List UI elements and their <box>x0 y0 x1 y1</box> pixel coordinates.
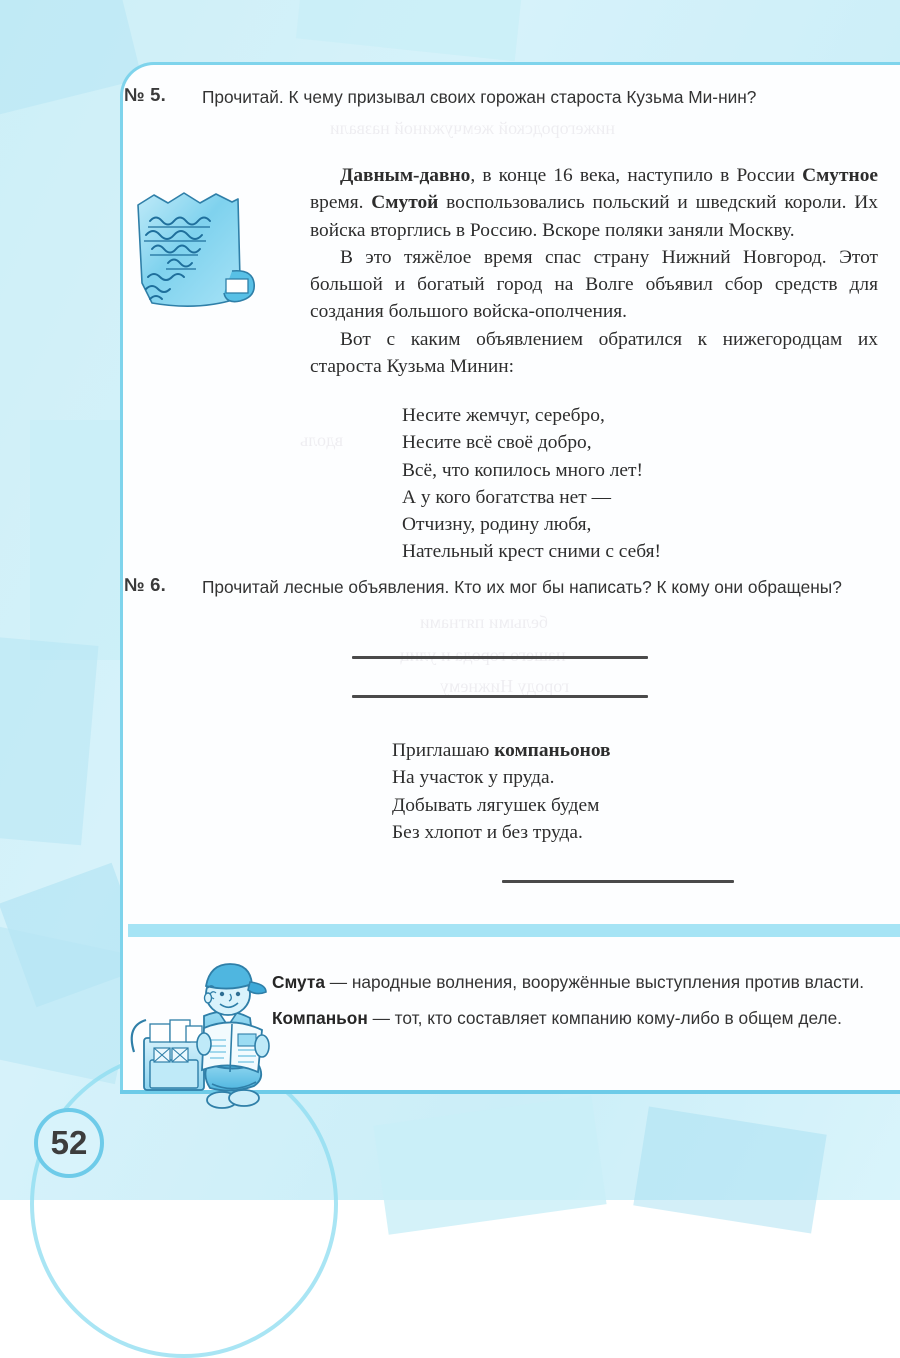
verse-line: Нательный крест сними с себя! <box>402 541 661 563</box>
exercise-5-prompt: Прочитай. К чему призывал своих горожан староста Кузьма Ми-нин? <box>202 87 757 107</box>
page-number: 52 <box>34 1108 104 1178</box>
verse-line: Отчизну, родину любя, <box>402 514 592 536</box>
verse-line: Без хлопот и без труда. <box>392 821 583 843</box>
exercise-6-number: № 6. <box>124 574 166 595</box>
reading-text-2: время. <box>310 192 372 214</box>
glossary <box>272 970 888 1032</box>
exercise-5-header <box>120 84 900 110</box>
exercise-5 <box>120 84 900 110</box>
verse-term-companions: компаньонов <box>494 740 611 761</box>
exercise-5-reading <box>310 162 878 380</box>
glossary-definition: народные волнения, вооружённые выступления против власти. <box>351 972 865 992</box>
exercise-6-prompt: Прочитай лесные объявления. Кто их мог бы написать? К кому они обращены? <box>202 577 842 597</box>
glossary-term: Компаньон <box>272 1007 368 1028</box>
verse-line: Несите жемчуг, серебро, <box>402 405 605 426</box>
verse-line <box>392 737 611 764</box>
glossary-dash: — <box>324 972 352 992</box>
reading-text-3: воспользовались польский и шведский короли. Их войска вторглись в Россию. Вскоре поляки заняли Москву. <box>310 192 879 241</box>
verse-line: Всё, что копилось много лет! <box>402 459 643 481</box>
verse-text-invite: Приглашаю <box>392 740 495 761</box>
background-shape <box>0 635 98 846</box>
scroll-icon <box>128 187 268 322</box>
verse-line: На участок у пруда. <box>392 767 555 789</box>
background-shape <box>30 420 120 660</box>
reading-text-1: , в конце 16 века, наступило в России <box>470 165 803 186</box>
verse-line: А у кого богатства нет — <box>402 486 611 508</box>
glossary-definition: тот, кто составляет компанию кому-либо в общем деле. <box>394 1007 842 1028</box>
exercise-6-header <box>120 574 900 600</box>
page-content <box>120 62 900 1092</box>
exercise-5-number: № 5. <box>124 84 166 105</box>
exercise-6 <box>120 574 900 600</box>
exercise-6-verse <box>392 737 611 846</box>
verse-line: Добывать лягушек будем <box>392 794 600 816</box>
glossary-entry <box>272 970 888 996</box>
glossary-entry <box>272 1006 888 1032</box>
reading-paragraph <box>310 162 878 244</box>
glossary-dash: — <box>367 1007 395 1028</box>
reading-term-smutoy: Смутой <box>371 192 439 214</box>
answer-line[interactable] <box>502 880 734 883</box>
answer-line[interactable] <box>352 695 648 698</box>
reading-term-smutnoe: Смутное <box>802 165 878 186</box>
glossary-term: Смута <box>272 972 325 992</box>
reading-paragraph: Вот с каким объявлением обратился к нижегородцам их староста Кузьма Минин: <box>310 328 878 377</box>
section-divider <box>128 924 900 937</box>
answer-line[interactable] <box>352 656 648 659</box>
exercise-5-verse <box>402 402 661 566</box>
reading-term-davnym: Давным-давно <box>340 165 471 186</box>
verse-line: Несите всё своё добро, <box>402 432 592 454</box>
reading-paragraph: В это тяжёлое время спас страну Нижний Новгород. Этот большой и богатый город на Волге объявил сбор средств для создания большого войска-ополчения. <box>310 246 878 323</box>
